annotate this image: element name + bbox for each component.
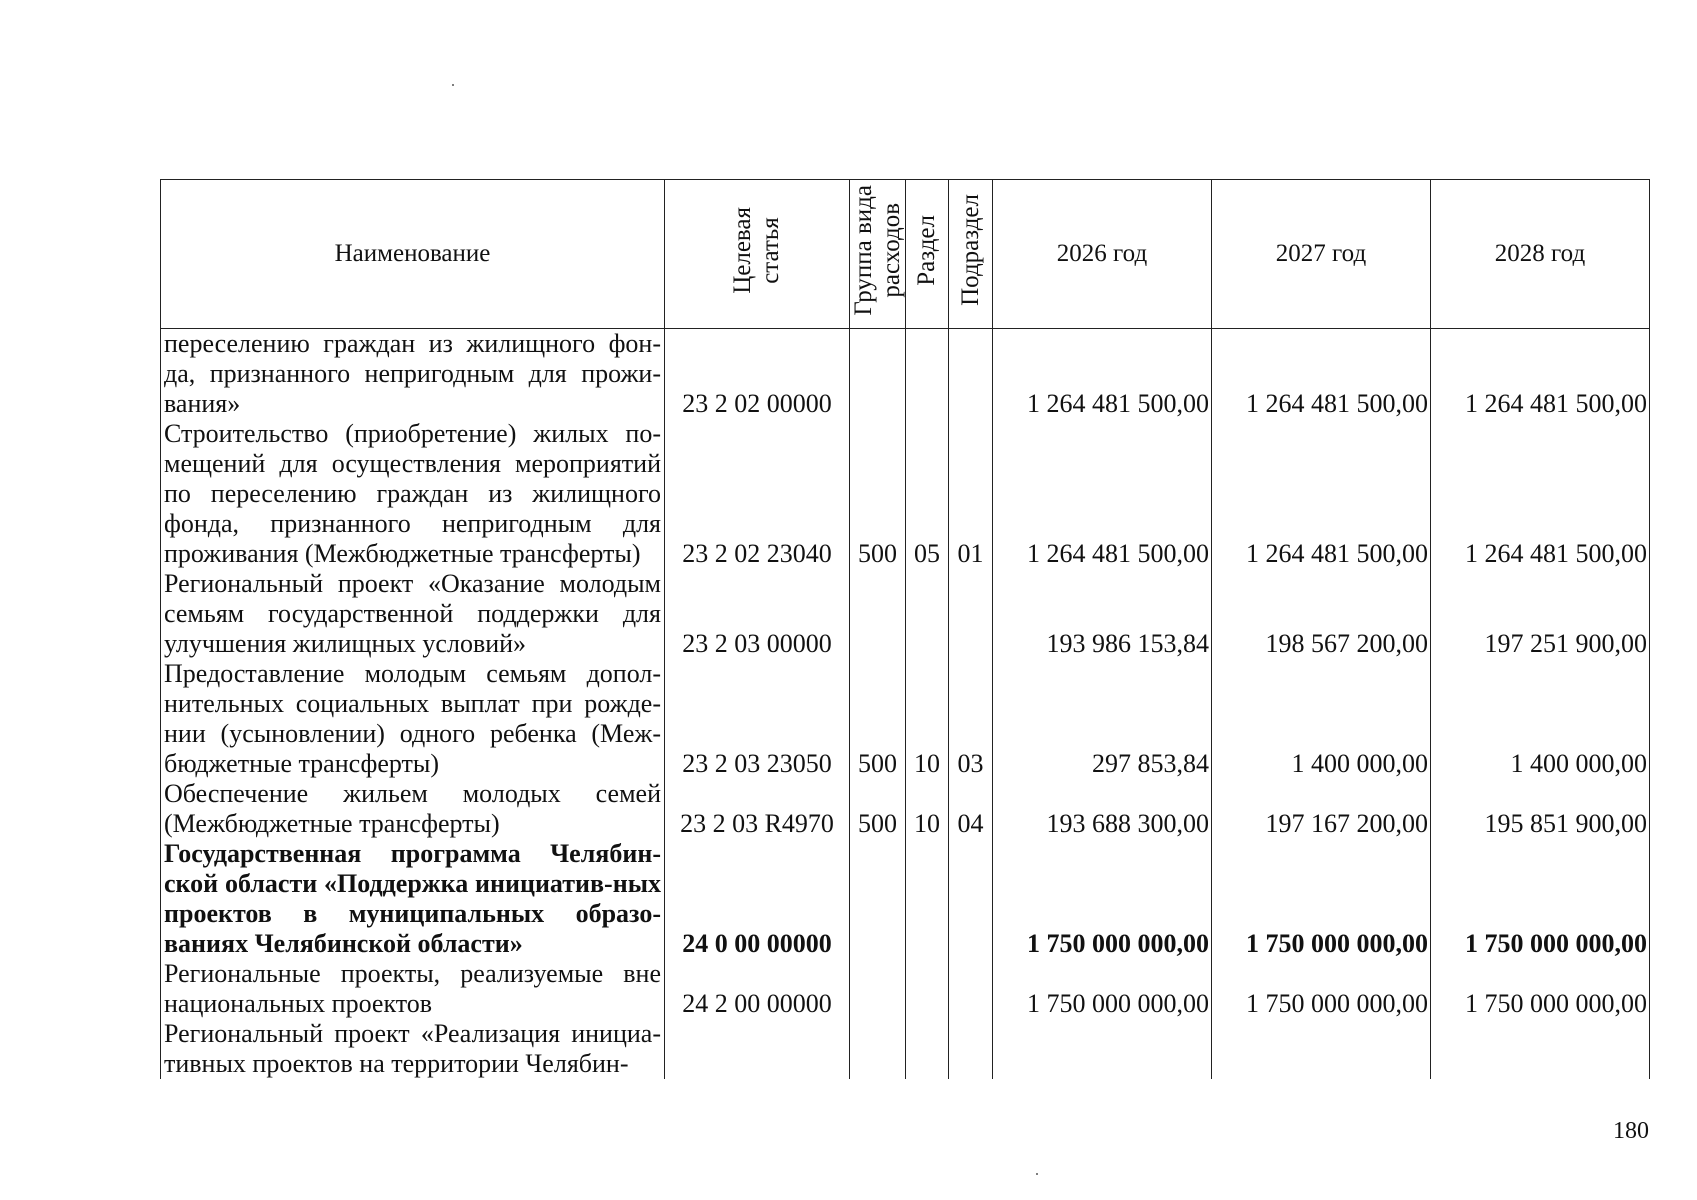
- cell-y2027: 197 167 200,00: [1212, 779, 1431, 839]
- table-row: [161, 659, 1650, 779]
- cell-subsection: [949, 1019, 993, 1079]
- cell-group: [850, 1019, 906, 1079]
- cell-name: переселению граждан из жилищного фон-да, признанного непригодным для прожи-вания»: [161, 329, 665, 420]
- cell-section: [906, 329, 949, 420]
- header-subsection-label: Подраздел: [956, 194, 984, 306]
- cell-section: 10: [906, 779, 949, 839]
- cell-group: 500: [850, 419, 906, 569]
- cell-group: [850, 329, 906, 420]
- cell-subsection: [949, 329, 993, 420]
- cell-y2028: 197 251 900,00: [1431, 569, 1650, 659]
- table-row: [161, 779, 1650, 839]
- header-section: [906, 180, 949, 329]
- cell-name: Региональный проект «Реализация инициа-тивных проектов на территории Челябин-: [161, 1019, 665, 1079]
- cell-name: Предоставление молодым семьям допол-нительных социальных выплат при рожде-нии (усыновлении) одного ребенка (Меж-бюджетные трансферты): [161, 659, 665, 779]
- header-2027: 2027 год: [1212, 180, 1431, 329]
- scan-speck: [452, 84, 454, 86]
- cell-y2027: 198 567 200,00: [1212, 569, 1431, 659]
- cell-section: 05: [906, 419, 949, 569]
- header-target: [665, 180, 850, 329]
- cell-y2028: 1 264 481 500,00: [1431, 329, 1650, 420]
- cell-y2026: [993, 1019, 1212, 1079]
- cell-y2028: 1 264 481 500,00: [1431, 419, 1650, 569]
- cell-y2027: 1 750 000 000,00: [1212, 839, 1431, 959]
- scan-speck: [1036, 1173, 1038, 1175]
- cell-name: Региональный проект «Оказание молодым семьям государственной поддержки для улучшения жилищных условий»: [161, 569, 665, 659]
- budget-table: [160, 179, 1650, 1079]
- cell-y2027: 1 750 000 000,00: [1212, 959, 1431, 1019]
- cell-y2027: [1212, 1019, 1431, 1079]
- cell-y2028: 1 750 000 000,00: [1431, 839, 1650, 959]
- cell-y2026: 193 986 153,84: [993, 569, 1212, 659]
- header-group: [850, 180, 906, 329]
- cell-target: 23 2 02 23040: [665, 419, 850, 569]
- cell-subsection: [949, 569, 993, 659]
- cell-section: [906, 839, 949, 959]
- header-subsection: [949, 180, 993, 329]
- table-body: [161, 329, 1650, 1080]
- cell-group: [850, 569, 906, 659]
- cell-section: 10: [906, 659, 949, 779]
- cell-subsection: 03: [949, 659, 993, 779]
- cell-group: 500: [850, 779, 906, 839]
- cell-y2026: 1 264 481 500,00: [993, 329, 1212, 420]
- cell-subsection: [949, 959, 993, 1019]
- header-name: Наименование: [161, 180, 665, 329]
- cell-y2026: 1 750 000 000,00: [993, 959, 1212, 1019]
- cell-y2028: 195 851 900,00: [1431, 779, 1650, 839]
- cell-y2028: 1 750 000 000,00: [1431, 959, 1650, 1019]
- cell-name: Государственная программа Челябин-ской области «Поддержка инициатив-ных проектов в муниципальных образо-ваниях Челябинской области»: [161, 839, 665, 959]
- cell-y2027: 1 400 000,00: [1212, 659, 1431, 779]
- table-row: [161, 839, 1650, 959]
- cell-y2026: 1 750 000 000,00: [993, 839, 1212, 959]
- cell-target: 23 2 02 00000: [665, 329, 850, 420]
- cell-subsection: 04: [949, 779, 993, 839]
- cell-y2028: [1431, 1019, 1650, 1079]
- cell-subsection: [949, 839, 993, 959]
- cell-y2026: 1 264 481 500,00: [993, 419, 1212, 569]
- cell-subsection: 01: [949, 419, 993, 569]
- cell-target: 23 2 03 R4970: [665, 779, 850, 839]
- table-header: [161, 180, 1650, 329]
- table-row: [161, 419, 1650, 569]
- page-number: 180: [1613, 1118, 1649, 1144]
- header-2026: 2026 год: [993, 180, 1212, 329]
- cell-y2026: 193 688 300,00: [993, 779, 1212, 839]
- cell-group: [850, 959, 906, 1019]
- cell-target: 23 2 03 00000: [665, 569, 850, 659]
- header-2028: 2028 год: [1431, 180, 1650, 329]
- header-target-label: Целевая статья: [729, 206, 784, 294]
- cell-target: 24 2 00 00000: [665, 959, 850, 1019]
- cell-name: Обеспечение жильем молодых семей (Межбюджетные трансферты): [161, 779, 665, 839]
- cell-target: [665, 1019, 850, 1079]
- cell-y2028: 1 400 000,00: [1431, 659, 1650, 779]
- cell-target: 23 2 03 23050: [665, 659, 850, 779]
- table-row: [161, 569, 1650, 659]
- cell-y2027: 1 264 481 500,00: [1212, 329, 1431, 420]
- cell-name: Строительство (приобретение) жилых по-мещений для осуществления мероприятий по переселению граждан из жилищного фонда, признанного непригодным для проживания (Межбюджетные трансферты): [161, 419, 665, 569]
- cell-section: [906, 569, 949, 659]
- header-section-label: Раздел: [913, 214, 940, 286]
- table-row: [161, 1019, 1650, 1079]
- cell-group: 500: [850, 659, 906, 779]
- cell-y2027: 1 264 481 500,00: [1212, 419, 1431, 569]
- cell-target: 24 0 00 00000: [665, 839, 850, 959]
- cell-y2026: 297 853,84: [993, 659, 1212, 779]
- header-group-label: Группа вида расходов: [850, 184, 905, 316]
- cell-group: [850, 839, 906, 959]
- table-row: [161, 329, 1650, 420]
- cell-name: Региональные проекты, реализуемые вне национальных проектов: [161, 959, 665, 1019]
- cell-section: [906, 959, 949, 1019]
- cell-section: [906, 1019, 949, 1079]
- table-row: [161, 959, 1650, 1019]
